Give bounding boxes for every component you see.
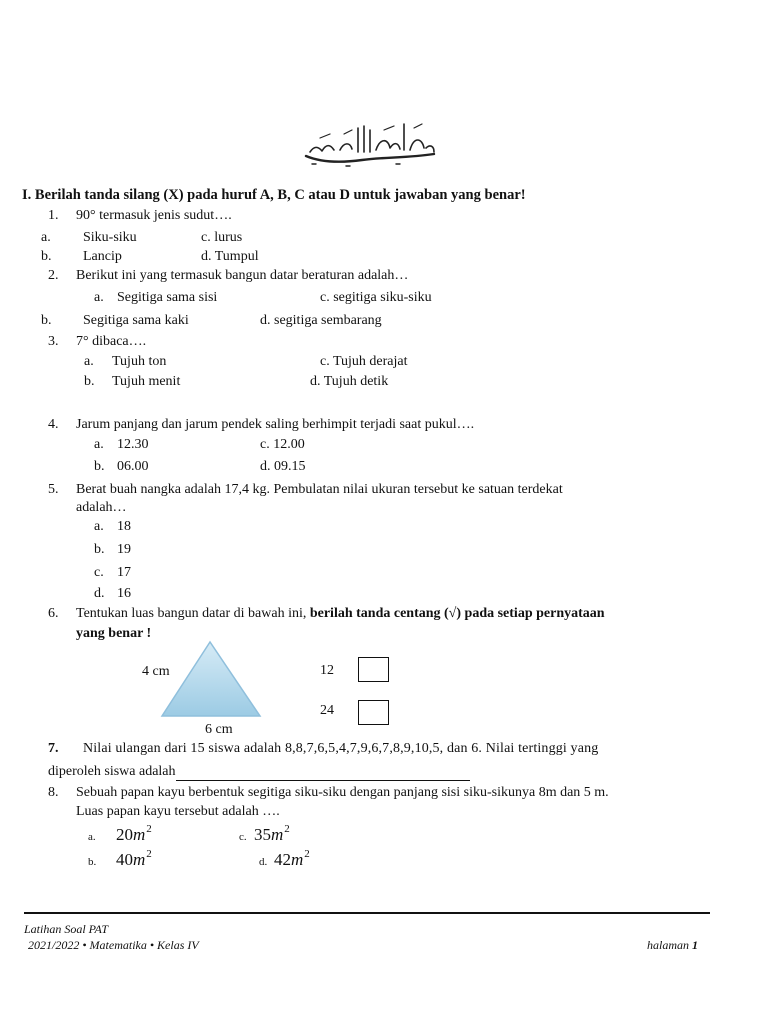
q1-option-d: d. Tumpul — [201, 249, 259, 264]
q8-option-a-number: 20 — [116, 825, 133, 844]
q5-option-d: 16 — [117, 586, 131, 601]
q8-option-c-exponent: 2 — [284, 823, 290, 835]
q8-text-line2: Luas papan kayu tersebut adalah …. — [76, 804, 280, 819]
q6-text — [76, 605, 605, 623]
q5-option-b-letter: b. — [94, 542, 105, 557]
q8-option-b-number: 40 — [116, 850, 133, 869]
q7-text-line1: Nilai ulangan dari 15 siswa adalah 8,8,7,6,5,4,7,9,6,7,8,9,10,5, dan 6. Nilai tertinggi yang — [83, 741, 599, 756]
q5-text-line2: adalah… — [76, 500, 127, 515]
q8-option-c-letter: c. — [239, 831, 247, 843]
q8-option-a-letter: a. — [88, 831, 96, 843]
q8-option-d-number: 42 — [274, 850, 291, 869]
q8-option-b — [116, 848, 152, 871]
q4-option-b-letter: b. — [94, 459, 105, 474]
q6-text-bold: berilah tanda centang (√) pada setiap pernyataan — [309, 606, 605, 621]
q8-option-d-var: m — [291, 850, 304, 869]
q5-option-c: 17 — [117, 565, 131, 580]
q4-option-d: d. 09.15 — [260, 459, 306, 474]
q8-option-c-var: m — [271, 825, 284, 844]
q3-option-b-letter: b. — [84, 374, 95, 389]
q4-option-a: 12.30 — [117, 437, 149, 452]
q1-text: 90° termasuk jenis sudut…. — [76, 208, 232, 223]
q8-option-c — [254, 823, 290, 846]
q6-choice-1-checkbox[interactable] — [358, 657, 389, 682]
q2-option-b: Segitiga sama kaki — [83, 313, 189, 328]
q2-option-a-letter: a. — [94, 290, 104, 305]
q3-option-a-letter: a. — [84, 354, 94, 369]
q4-option-b: 06.00 — [117, 459, 149, 474]
q2-text: Berikut ini yang termasuk bangun datar beraturan adalah… — [76, 268, 409, 283]
q3-option-d: d. Tujuh detik — [310, 374, 389, 389]
triangle-side-label: 4 cm — [142, 664, 170, 679]
q5-option-a-letter: a. — [94, 519, 104, 534]
q7-number: 7. — [48, 741, 59, 756]
q1-option-c: c. lurus — [201, 230, 243, 245]
q2-option-d: d. segitiga sembarang — [260, 313, 382, 328]
q7-text-line2 — [48, 763, 470, 781]
q3-option-a: Tujuh ton — [112, 354, 167, 369]
q7-answer-blank[interactable] — [176, 766, 470, 781]
q5-text-line1: Berat buah nangka adalah 17,4 kg. Pembulatan nilai ukuran tersebut ke satuan terdekat — [76, 482, 563, 497]
triangle-base-label: 6 cm — [205, 722, 233, 737]
q8-option-a — [116, 823, 152, 846]
q4-number: 4. — [48, 417, 59, 432]
q8-option-d — [274, 848, 310, 871]
q8-number: 8. — [48, 785, 59, 800]
q3-option-c: c. Tujuh derajat — [320, 354, 408, 369]
q1-option-b-letter: b. — [41, 249, 52, 264]
q3-text: 7° dibaca…. — [76, 334, 147, 349]
q2-option-a: Segitiga sama sisi — [117, 290, 218, 305]
q8-option-b-var: m — [133, 850, 146, 869]
q3-option-b: Tujuh menit — [112, 374, 181, 389]
q2-option-c: c. segitiga siku-siku — [320, 290, 432, 305]
footer-page — [647, 938, 698, 953]
q2-option-b-letter: b. — [41, 313, 52, 328]
q5-option-b: 19 — [117, 542, 131, 557]
q6-number: 6. — [48, 606, 59, 621]
q8-option-a-exponent: 2 — [146, 823, 152, 835]
q1-option-b: Lancip — [83, 249, 122, 264]
footer-page-label: halaman — [647, 938, 692, 952]
q4-text: Jarum panjang dan jarum pendek saling berhimpit terjadi saat pukul…. — [76, 417, 475, 432]
q1-number: 1. — [48, 208, 59, 223]
q5-option-c-letter: c. — [94, 565, 104, 580]
q8-option-d-exponent: 2 — [304, 848, 310, 860]
footer-divider — [24, 912, 710, 914]
q5-option-d-letter: d. — [94, 586, 105, 601]
q1-option-a-letter: a. — [41, 230, 51, 245]
q5-option-a: 18 — [117, 519, 131, 534]
q4-option-c: c. 12.00 — [260, 437, 305, 452]
q8-text-line1: Sebuah papan kayu berbentuk segitiga siku-siku dengan panjang sisi siku-sikunya 8m dan 5 m. — [76, 785, 609, 800]
q4-option-a-letter: a. — [94, 437, 104, 452]
q8-option-b-letter: b. — [88, 856, 97, 868]
q3-number: 3. — [48, 334, 59, 349]
q8-option-c-number: 35 — [254, 825, 271, 844]
triangle-shape — [162, 642, 260, 716]
basmala-calligraphy — [300, 116, 440, 168]
q5-number: 5. — [48, 482, 59, 497]
q8-option-b-exponent: 2 — [146, 848, 152, 860]
q7-text-line2-words: diperoleh siswa adalah — [48, 764, 176, 779]
q6-choice-1-label: 12 — [320, 663, 334, 678]
footer-subtitle: 2021/2022 • Matematika • Kelas IV — [28, 938, 199, 952]
q2-number: 2. — [48, 268, 59, 283]
footer-page-number: 1 — [692, 938, 698, 952]
section-title: I. Berilah tanda silang (X) pada huruf A, B, C atau D untuk jawaban yang benar! — [22, 187, 526, 203]
q6-text-bold-line2: yang benar ! — [76, 626, 152, 641]
q6-choice-2-label: 24 — [320, 703, 334, 718]
q6-choice-2-checkbox[interactable] — [358, 700, 389, 725]
q6-text-normal: Tentukan luas bangun datar di bawah ini, — [76, 606, 310, 621]
q8-option-a-var: m — [133, 825, 146, 844]
q8-option-d-letter: d. — [259, 856, 268, 868]
q1-option-a: Siku-siku — [83, 230, 137, 245]
footer-title: Latihan Soal PAT — [24, 922, 109, 936]
